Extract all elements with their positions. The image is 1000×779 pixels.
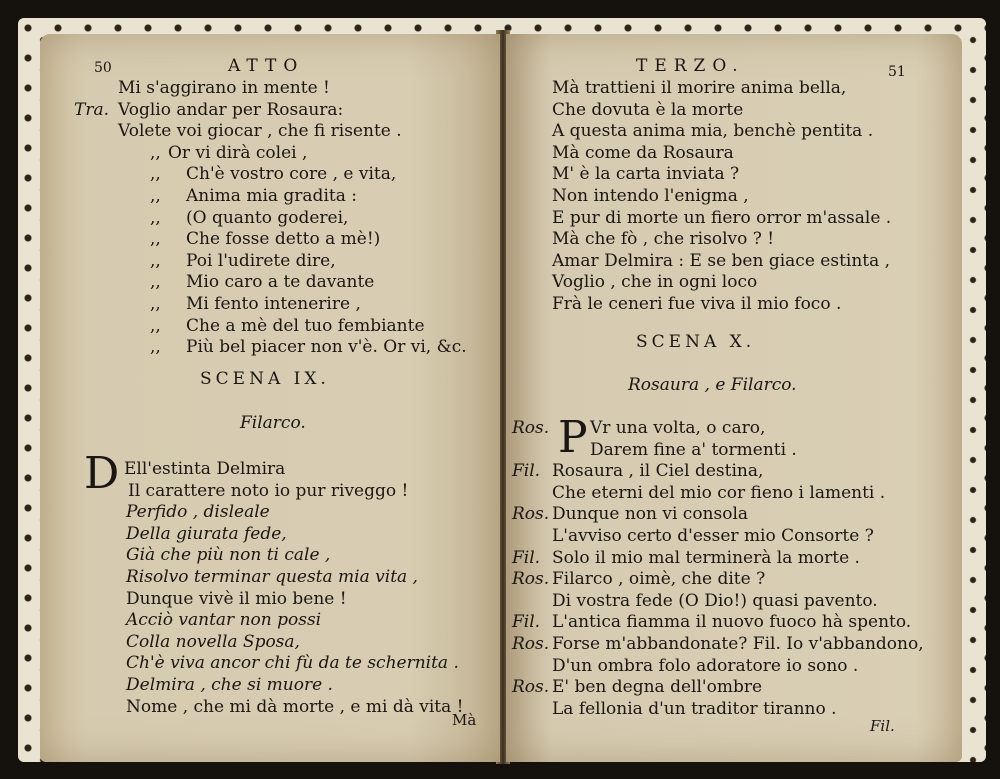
scene-title-ix: SCENA IX. bbox=[200, 369, 330, 389]
speaker-label: Ros. bbox=[512, 677, 550, 698]
verse-line: Ch'è viva ancor chi fù da te schernita . bbox=[126, 653, 459, 674]
verse-line: Delmira , che si muore . bbox=[126, 675, 333, 695]
dialogue-line: La fellonia d'un traditor tiranno . bbox=[552, 698, 837, 719]
quote-mark: ,, bbox=[150, 250, 161, 271]
left-page bbox=[40, 34, 500, 762]
verse-line: Della giurata fede, bbox=[126, 523, 287, 544]
dialogue-line: Che eterni del mio cor fieno i lamenti . bbox=[552, 482, 886, 503]
verse-line: Poi l'udirete dire, bbox=[186, 250, 336, 271]
verse-line: Che a mè del tuo fembiante bbox=[186, 315, 425, 336]
verse-line: M' è la carta inviata ? bbox=[552, 164, 740, 185]
verse-line: Acciò vantar non possi bbox=[126, 610, 322, 631]
verse-line: A questa anima mia, benchè pentita . bbox=[552, 121, 874, 142]
verse-line: Mi fento intenerire , bbox=[186, 294, 361, 314]
page-number-right: 51 bbox=[888, 64, 906, 80]
verse-line: (O quanto goderei, bbox=[186, 207, 349, 228]
verse-line: Già che più non ti cale , bbox=[126, 545, 331, 566]
verse-line: Mà che fò , che risolvo ? ! bbox=[552, 229, 775, 250]
dialogue-line: L'antica fiamma il nuovo fuoco hà spento. bbox=[552, 612, 912, 633]
running-head-left: ATTO bbox=[228, 56, 305, 76]
catchword-right: Fil. bbox=[870, 717, 895, 735]
dialogue-line: Di vostra fede (O Dio!) quasi pavento. bbox=[552, 590, 878, 611]
verse-line: Non intendo l'enigma , bbox=[552, 186, 749, 206]
verse-line: Or vi dirà colei , bbox=[168, 142, 308, 163]
quote-mark: ,, bbox=[150, 142, 161, 163]
verse-line: Mio caro a te davante bbox=[186, 272, 375, 293]
verse-line: Mi s'aggirano in mente ! bbox=[118, 78, 330, 98]
verse-line: Voglio , che in ogni loco bbox=[552, 272, 758, 293]
page-number-left: 50 bbox=[94, 60, 112, 76]
verse-line: Che dovuta è la morte bbox=[552, 99, 744, 120]
verse-line: Amar Delmira : E se ben giace estinta , bbox=[552, 250, 891, 271]
scene-title-x: SCENA X. bbox=[636, 332, 756, 352]
dialogue-line: Rosaura , il Ciel destina, bbox=[552, 461, 764, 482]
verse-line: Dunque vivè il mio bene ! bbox=[126, 588, 347, 609]
verse-line: Frà le ceneri fue viva il mio foco . bbox=[552, 294, 842, 314]
dialogue-line: E' ben degna dell'ombre bbox=[552, 677, 763, 698]
verse-line: Il carattere noto io pur riveggo ! bbox=[128, 480, 409, 501]
quote-mark: ,, bbox=[150, 337, 161, 358]
dialogue-line: L'avviso certo d'esser mio Consorte ? bbox=[552, 526, 874, 546]
verse-line: Perfido , disleale bbox=[126, 502, 270, 523]
dialogue-line: Filarco , oimè, che dite ? bbox=[552, 569, 766, 590]
speaker-label: Tra. bbox=[74, 99, 110, 120]
verse-line: Nome , che mi dà morte , e mi dà vita ! bbox=[126, 696, 464, 717]
quote-mark: ,, bbox=[150, 229, 161, 250]
dialogue-line: Solo il mio mal terminerà la morte . bbox=[552, 547, 860, 568]
verse-line: Mà come da Rosaura bbox=[552, 142, 734, 163]
verse-line: Ch'è vostro core , e vita, bbox=[186, 164, 397, 185]
verse-line: Più bel piacer non v'è. Or vi, &c. bbox=[186, 337, 467, 358]
scene-characters: Rosaura , e Filarco. bbox=[628, 375, 797, 395]
running-head-right: TERZO. bbox=[636, 56, 745, 76]
dialogue-line: Dunque non vi consola bbox=[552, 504, 749, 525]
speaker-label: Fil. bbox=[512, 612, 541, 633]
catchword-left: Mà bbox=[452, 711, 477, 729]
speaker-label: Ros. bbox=[512, 418, 550, 438]
right-page bbox=[506, 34, 962, 762]
quote-mark: ,, bbox=[150, 207, 161, 228]
verse-line: Ell'estinta Delmira bbox=[124, 459, 286, 479]
verse-line: E pur di morte un fiero orror m'assale . bbox=[552, 207, 892, 228]
quote-mark: ,, bbox=[150, 272, 161, 293]
speaker-label: Fil. bbox=[512, 547, 541, 568]
verse-line: Risolvo terminar questa mia vita , bbox=[126, 567, 418, 587]
verse-line: Voglio andar per Rosaura: bbox=[118, 99, 344, 120]
drop-cap-d: D bbox=[84, 448, 120, 499]
drop-cap-p: P bbox=[558, 412, 588, 463]
dialogue-line: D'un ombra folo adoratore io sono . bbox=[552, 655, 859, 676]
dialogue-line: Darem fine a' tormenti . bbox=[590, 439, 797, 460]
verse-line: Volete voi giocar , che fi risente . bbox=[118, 121, 402, 142]
dialogue-line: Forse m'abbandonate? Fil. Io v'abbandono, bbox=[552, 634, 924, 654]
speaker-label: Ros. bbox=[512, 504, 550, 525]
verse-line: Colla novella Sposa, bbox=[126, 631, 300, 652]
verse-line: Mà trattieni il morire anima bella, bbox=[552, 78, 847, 98]
quote-mark: ,, bbox=[150, 186, 161, 206]
speaker-label: Fil. bbox=[512, 461, 541, 482]
quote-mark: ,, bbox=[150, 315, 161, 336]
scene-character: Filarco. bbox=[240, 413, 306, 433]
verse-line: Che fosse detto a mè!) bbox=[186, 229, 381, 250]
dialogue-line: Vr una volta, o caro, bbox=[590, 418, 766, 438]
quote-mark: ,, bbox=[150, 294, 161, 314]
speaker-label: Ros. bbox=[512, 569, 550, 590]
quote-mark: ,, bbox=[150, 164, 161, 185]
verse-line: Anima mia gradita : bbox=[186, 186, 357, 206]
speaker-label: Ros. bbox=[512, 634, 550, 654]
